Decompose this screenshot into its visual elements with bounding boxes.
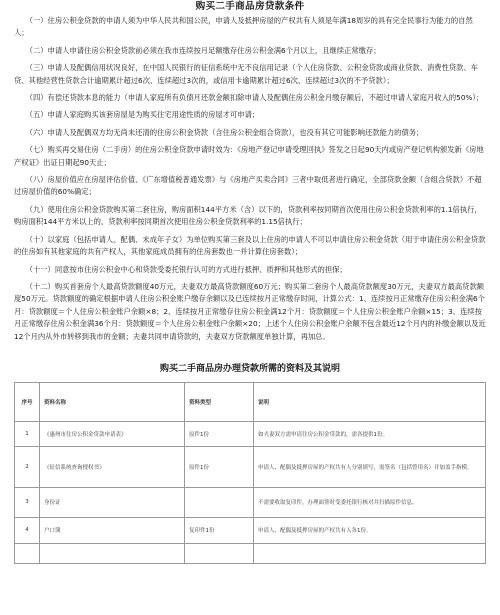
cell-type [185, 543, 254, 563]
clause-12: （十二）购买首套房个人最高贷款额度40万元，夫妻双方最高贷款额度60万元；购买第二套房个人最高贷款额度30万元，夫妻双方最高贷款额度50万元。贷款额度的确定根据申请人住房公积金账户缴存余额以及已连续按月正常缴存时间，计算公式：1、连续按月正常缴存住房公积金满6个月：贷款额度＝个人住房公积金账户余额×8；2、连续按月正常缴存住房公积金满12个月：贷款额度＝个人住房公积金账户余额×15；3、连续按月正常缴存住房公积金满36个月：贷款额度＝个人住房公积金账户余额×20；上述个人住房公积金账户余额不包含最近12个月内的补缴金额以及近12个月内从外市转移到我市的金额；夫妻共同申请贷款的，夫妻双方贷款额度单独计算，再加总。 [14, 281, 486, 341]
cell-name: 《征信系统查询授权书》 [40, 446, 185, 487]
clause-9: （九）使用住房公积金贷款购买第二套住房，购房面积144平方米（含）以下的，贷款利率按同期首次使用住房公积金贷款利率的1.1倍执行，购房面积144平方米以上的，贷款利率按同期首次使用住房公积金贷款利率的1.15倍执行； [14, 204, 482, 227]
cell-no [15, 543, 40, 563]
clause-2: （二）申请人申请住房公积金贷款前必须在我市连续按月足额缴存住房公积金满6个月以上，且继续正常缴存； [25, 45, 381, 55]
cell-note: 不需要收取复印件，办理面签时受委托银行核对并扫描原件信息。 [254, 487, 486, 517]
clause-1: （一）住房公积金贷款的申请人须为中华人民共和国公民，申请人及抵押房屋的产权共有人须是年满18周岁的具有完全民事行为能力的自然人； [14, 16, 473, 38]
clause-4: （四）有偿还贷款本息的能力（申请人家庭所有负债月还款金额扣除申请人及配偶住房公积金月缴存额后，不超过申请人家庭月收入的50%）； [25, 93, 484, 103]
cell-no: 1 [15, 421, 40, 446]
clause-10: （十）以家庭（包括申请人、配偶、未成年子女）为单位购买第三套及以上住房的申请人不可以申请住房公积金贷款（用于申请住房公积金贷款的住房如有其他家庭的共有产权人，其他家庭成员拥有的住房套数也一并计算住房套数）； [14, 234, 486, 257]
clause-5: （五）申请人家庭购买该套房屋是为购买住宅用途性质的房屋才可申请； [25, 110, 260, 120]
cell-note: 如夫妻双方需申请住房公积金贷款的，需各提供1份。 [254, 421, 486, 446]
header-note: 说明 [254, 382, 486, 421]
document-title: 购买二手商品房贷款条件 [195, 1, 305, 12]
table-row [15, 517, 486, 543]
cell-note: 申请人、配偶及抵押房屋的产权共有人各1份。 [254, 517, 486, 543]
cell-no: 4 [15, 517, 40, 543]
cell-name: 身份证 [40, 487, 185, 517]
cell-name: 《惠州市住房公积金贷款申请表》 [40, 421, 185, 446]
clause-7: （七）购买再交易住房（二手房）的住房公积金贷款申请时效为：《房地产登记申请受理回执》签发之日起90天内或房产登记机构颁发新《房地产权证》出证日期起90天止； [14, 145, 484, 167]
table-row [15, 421, 486, 446]
cell-type: 原件1份 [185, 421, 254, 446]
header-no: 序号 [15, 382, 40, 421]
materials-table-title: 购买二手商品房办理贷款所需的资料及其说明 [159, 363, 340, 374]
table-header-row [15, 382, 486, 421]
cell-name [40, 543, 185, 563]
cell-type: 复印件1份 [185, 517, 254, 543]
cell-note: 申请人、配偶及抵押房屋的产权共有人分别填写，需签名（包括曾用名）并加盖手指模。 [254, 446, 486, 487]
header-type: 资料类型 [185, 382, 254, 421]
clause-3: （三）申请人及配偶信用状况良好，在中国人民银行的征信系统中无不良信用记录（个人住房贷款、公积金贷款或商业贷款、消费性贷款、车贷、其他经营性贷款合计逾期累计超过6次、连续超过3次的，或信用卡逾期累计超过6次、连续超过3次的不予贷款）； [14, 63, 479, 85]
cell-type [185, 487, 254, 517]
table-row [15, 446, 486, 487]
cell-no: 3 [15, 487, 40, 517]
cell-no: 2 [15, 446, 40, 487]
clause-11: （十一）同意按市住房公积金中心和贷款受委托银行认可的方式进行抵押、质押和其他形式的担保； [25, 264, 347, 274]
materials-table [14, 382, 486, 564]
cell-name: 户口簿 [40, 517, 185, 543]
clause-6: （六）申请人及配偶双方均无尚未还清的住房公积金贷款（含住房公积金组合贷款），也没有其它可能影响还款能力的债务； [25, 127, 424, 137]
table-row [15, 543, 486, 563]
cell-note [254, 543, 486, 563]
cell-type: 原件1份 [185, 446, 254, 487]
clause-8: （八）房屋价值应在房屋评估价值、《广东增值税普通发票》与《房地产买卖合同》三者中取低者进行确定，全部贷款金额（含组合贷款）不超过房屋价值的60%确定； [14, 175, 482, 197]
header-name: 资料名称 [40, 382, 185, 421]
table-row [15, 487, 486, 517]
